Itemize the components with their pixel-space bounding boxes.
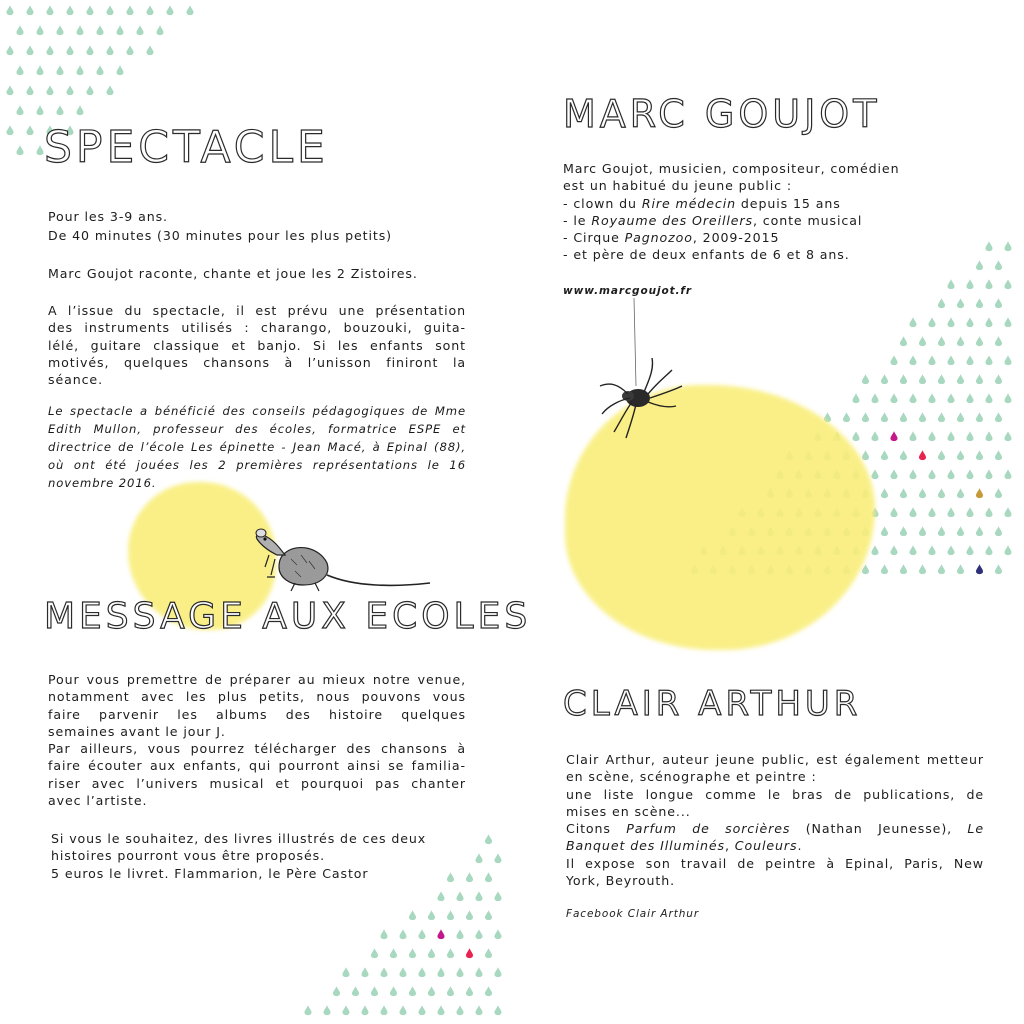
raindrop	[966, 507, 973, 517]
raindrop	[862, 564, 869, 574]
raindrop	[966, 355, 973, 365]
raindrop	[938, 298, 945, 308]
raindrop	[494, 929, 501, 939]
raindrop	[1004, 393, 1011, 403]
raindrop	[995, 374, 1002, 384]
raindrop	[900, 374, 907, 384]
raindrop	[126, 45, 133, 55]
raindrop	[890, 431, 897, 441]
raindrop	[909, 355, 916, 365]
raindrop	[985, 545, 992, 555]
raindrop	[304, 1005, 311, 1015]
marc-goujot-title: MARC GOUJOT	[563, 92, 881, 136]
raindrop	[361, 967, 368, 977]
raindrop	[985, 317, 992, 327]
raindrop	[26, 125, 33, 135]
bio-line: Il expose son travail de peintre à Epinal, Paris, New	[566, 855, 984, 871]
raindrop	[418, 1005, 425, 1015]
raindrop	[919, 488, 926, 498]
raindrop	[96, 25, 103, 35]
raindrop	[966, 393, 973, 403]
raindrop	[966, 545, 973, 555]
raindrop	[919, 412, 926, 422]
raindrop	[371, 948, 378, 958]
raindrop	[957, 412, 964, 422]
raindrop	[76, 105, 83, 115]
raindrop	[985, 241, 992, 251]
raindrop	[881, 450, 888, 460]
raindrop	[380, 929, 387, 939]
raindrop	[919, 336, 926, 346]
message-line: notamment avec les plus petits, nous pouvons vous	[48, 689, 466, 705]
raindrop	[928, 393, 935, 403]
raindrop	[106, 5, 113, 15]
raindrop	[976, 260, 983, 270]
raindrop	[26, 5, 33, 15]
raindrop	[66, 45, 73, 55]
raindrop	[900, 564, 907, 574]
raindrop	[995, 450, 1002, 460]
message-paragraph-3	[51, 830, 426, 882]
raindrop	[985, 507, 992, 517]
raindrop	[938, 564, 945, 574]
raindrop	[46, 5, 53, 15]
raindrop	[36, 65, 43, 75]
message-line: 5 euros le livret. Flammarion, le Père Castor	[51, 865, 369, 881]
raindrop	[957, 298, 964, 308]
raindrop	[928, 431, 935, 441]
raindrop	[66, 85, 73, 95]
raindrop	[995, 298, 1002, 308]
raindrop	[919, 526, 926, 536]
raindrop	[166, 5, 173, 15]
bio-line: - Cirque Pagnozoo, 2009-2015	[563, 230, 780, 246]
spectacle-duration: De 40 minutes (30 minutes pour les plus petits)	[48, 228, 392, 243]
raindrop	[957, 526, 964, 536]
raindrop	[900, 488, 907, 498]
clair-arthur-title: CLAIR ARTHUR	[563, 684, 862, 724]
raindrop	[843, 412, 850, 422]
raindrop	[881, 564, 888, 574]
raindrop	[399, 967, 406, 977]
raindrop	[957, 488, 964, 498]
raindrop	[456, 891, 463, 901]
raindrop	[995, 412, 1002, 422]
raindrop	[418, 929, 425, 939]
raindrop	[966, 431, 973, 441]
raindrop	[16, 145, 23, 155]
raindrop	[116, 25, 123, 35]
message-line: Pour vous premettre de préparer au mieux notre venue,	[48, 672, 466, 687]
marc-goujot-website-link[interactable]: www.marcgoujot.fr	[563, 285, 692, 297]
raindrop	[409, 986, 416, 996]
raindrop	[928, 469, 935, 479]
raindrop	[928, 317, 935, 327]
raindrop	[466, 986, 473, 996]
raindrop	[46, 45, 53, 55]
raindrop	[966, 317, 973, 327]
bio-line: Banquet des Illuminés, Couleurs.	[566, 838, 803, 854]
spectacle-title: SPECTACLE	[44, 122, 329, 173]
raindrop	[881, 374, 888, 384]
raindrop	[957, 450, 964, 460]
raindrop	[485, 834, 492, 844]
raindrop	[56, 65, 63, 75]
raindrop	[418, 967, 425, 977]
raindrop	[985, 469, 992, 479]
bio-line: Citons Parfum de sorcières (Nathan Jeunesse), Le	[566, 821, 984, 837]
raindrop	[871, 545, 878, 555]
raindrop	[86, 5, 93, 15]
raindrop	[947, 431, 954, 441]
raindrop	[995, 260, 1002, 270]
raindrop	[456, 1005, 463, 1015]
raindrop	[475, 1005, 482, 1015]
clair-arthur-bio	[566, 751, 984, 889]
raindrop	[862, 412, 869, 422]
raindrop	[976, 412, 983, 422]
raindrop	[1004, 317, 1011, 327]
raindrop	[136, 25, 143, 35]
bio-line: mises en scène...	[566, 803, 691, 819]
message-line: histoires pourront vous être proposés.	[51, 848, 325, 864]
rat-illustration	[245, 525, 435, 595]
raindrop	[447, 986, 454, 996]
spectacle-paragraph-line: des instruments utilisés : charango, bouzouki, guita-	[48, 320, 466, 336]
raindrop	[957, 336, 964, 346]
raindrop	[485, 986, 492, 996]
raindrop	[871, 393, 878, 403]
raindrop	[342, 967, 349, 977]
note-line: Le spectacle a bénéficié des conseils pédagogiques de Mme	[48, 404, 466, 418]
raindrop	[1004, 507, 1011, 517]
raindrop	[494, 967, 501, 977]
message-line: Si vous le souhaitez, des livres illustrés de ces deux	[51, 831, 427, 846]
message-line: Par ailleurs, vous pourrez télécharger des chansons à	[48, 741, 466, 757]
raindrop	[6, 45, 13, 55]
raindrop	[1004, 545, 1011, 555]
raindrop	[995, 564, 1002, 574]
raindrop	[342, 1005, 349, 1015]
bio-line: - et père de deux enfants de 6 et 8 ans.	[563, 247, 850, 263]
raindrop	[976, 336, 983, 346]
raindrop	[6, 85, 13, 95]
raindrop	[126, 5, 133, 15]
raindrop	[1004, 431, 1011, 441]
raindrop	[909, 317, 916, 327]
raindrop	[26, 85, 33, 95]
raindrop	[466, 910, 473, 920]
spectacle-note	[48, 402, 466, 492]
raindrop	[957, 374, 964, 384]
raindrop	[947, 469, 954, 479]
raindrop	[900, 450, 907, 460]
raindrop	[928, 355, 935, 365]
raindrop	[437, 929, 444, 939]
spider-illustration	[592, 298, 692, 443]
raindrop	[86, 85, 93, 95]
raindrop	[86, 45, 93, 55]
raindrop	[456, 929, 463, 939]
raindrop	[36, 105, 43, 115]
raindrop	[106, 45, 113, 55]
message-line: avec l’artiste.	[48, 793, 148, 809]
raindrop	[475, 853, 482, 863]
raindrop	[976, 526, 983, 536]
raindrop	[881, 526, 888, 536]
raindrop	[947, 355, 954, 365]
raindrop	[881, 488, 888, 498]
raindrop	[900, 336, 907, 346]
raindrop	[16, 65, 23, 75]
raindrop	[938, 450, 945, 460]
spectacle-paragraph-line: lélé, guitare classique et banjo. Si les enfants sont	[48, 337, 466, 353]
raindrop	[985, 393, 992, 403]
raindrop	[976, 488, 983, 498]
raindrop	[456, 967, 463, 977]
raindrop	[928, 545, 935, 555]
raindrop	[333, 986, 340, 996]
raindrop	[66, 5, 73, 15]
raindrop	[976, 374, 983, 384]
raindrop	[890, 469, 897, 479]
raindrop	[409, 948, 416, 958]
message-line: riser avec l’univers musical et pourquoi pas chanter	[48, 775, 466, 791]
raindrop	[919, 564, 926, 574]
raindrop	[938, 488, 945, 498]
raindrop	[437, 891, 444, 901]
raindrop	[76, 65, 83, 75]
raindrop	[1004, 355, 1011, 365]
raindrop	[947, 279, 954, 289]
raindrop	[466, 948, 473, 958]
raindrop	[156, 25, 163, 35]
raindrop	[909, 431, 916, 441]
raindrop	[96, 65, 103, 75]
raindrop	[56, 25, 63, 35]
raindrop	[106, 85, 113, 95]
raindrop	[862, 450, 869, 460]
spectacle-intro: Marc Goujot raconte, chante et joue les 2 Zistoires.	[48, 266, 418, 281]
message-line: semaines avant le jour J.	[48, 723, 226, 739]
bio-line: Clair Arthur, auteur jeune public, est également metteur	[566, 752, 984, 767]
raindrop	[1004, 469, 1011, 479]
raindrop	[447, 948, 454, 958]
raindrop	[947, 545, 954, 555]
raindrop	[928, 507, 935, 517]
raindrop	[6, 125, 13, 135]
raindrop	[371, 986, 378, 996]
raindrop	[995, 336, 1002, 346]
raindrop	[428, 948, 435, 958]
raindrop	[957, 564, 964, 574]
raindrop	[76, 25, 83, 35]
raindrop	[46, 85, 53, 95]
raindrop	[475, 891, 482, 901]
raindrop	[938, 526, 945, 536]
spectacle-paragraph-line: séance.	[48, 372, 103, 388]
raindrop	[186, 5, 193, 15]
raindrop	[985, 279, 992, 289]
bio-line: - le Royaume des Oreillers, conte musical	[563, 212, 863, 228]
raindrop	[56, 105, 63, 115]
raindrop	[485, 910, 492, 920]
raindrop	[995, 488, 1002, 498]
raindrop	[380, 1005, 387, 1015]
raindrop	[409, 910, 416, 920]
raindrop	[1004, 241, 1011, 251]
raindrop	[475, 929, 482, 939]
raindrop	[985, 431, 992, 441]
raindrop	[323, 1005, 330, 1015]
bio-line: est un habitué du jeune public :	[563, 178, 792, 194]
raindrop	[995, 526, 1002, 536]
raindrop	[447, 910, 454, 920]
bio-line: Marc Goujot, musicien, compositeur, comédien	[563, 161, 900, 176]
bio-line: en scène, scénographe et peintre :	[566, 769, 817, 785]
raindrop	[116, 65, 123, 75]
raindrop	[494, 1005, 501, 1015]
raindrop	[352, 986, 359, 996]
raindrop	[909, 507, 916, 517]
raindrop	[890, 393, 897, 403]
note-line: novembre 2016.	[48, 476, 157, 490]
raindrop	[390, 948, 397, 958]
raindrop	[6, 5, 13, 15]
raindrop	[485, 948, 492, 958]
raindrop	[16, 105, 23, 115]
raindrop	[390, 986, 397, 996]
raindrop	[976, 564, 983, 574]
raindrop	[862, 374, 869, 384]
raindrop	[909, 393, 916, 403]
raindrop	[947, 507, 954, 517]
raindrop	[890, 507, 897, 517]
raindrop	[966, 469, 973, 479]
raindrop	[26, 45, 33, 55]
raindrop	[437, 967, 444, 977]
raindrop	[947, 393, 954, 403]
spectacle-paragraph-line: motivés, quelques chansons à l’unisson finiront la	[48, 354, 466, 370]
bio-line: - clown du Rire médecin depuis 15 ans	[563, 195, 841, 211]
raindrop	[428, 986, 435, 996]
raindrop	[852, 393, 859, 403]
message-paragraph-1	[48, 671, 466, 809]
raindrop	[428, 910, 435, 920]
raindrop	[985, 355, 992, 365]
raindrop	[947, 317, 954, 327]
raindrop	[1004, 279, 1011, 289]
note-line: directrice de l’école Les épinette - Jean Macé, à Epinal (88),	[48, 440, 466, 454]
raindrop	[437, 1005, 444, 1015]
raindrop	[36, 25, 43, 35]
raindrop	[881, 412, 888, 422]
message-ecoles-title: MESSAGE AUX ECOLES	[44, 596, 532, 637]
bio-line: une liste longue comme le bras de publications, de	[566, 786, 984, 802]
spectacle-paragraph	[48, 302, 466, 388]
note-line: Edith Mullon, professeur des écoles, formatrice ESPE et	[48, 422, 466, 436]
raindrop	[938, 374, 945, 384]
bio-line: York, Beyrouth.	[566, 873, 676, 889]
note-line: où ont été jouées les 2 premières représentations le 16	[48, 458, 466, 472]
raindrop	[852, 431, 859, 441]
message-line: faire écouter aux enfants, qui pourront ainsi se familia-	[48, 758, 466, 774]
raindrop	[919, 450, 926, 460]
raindrop	[146, 45, 153, 55]
raindrop	[938, 336, 945, 346]
raindrop	[36, 145, 43, 155]
raindrop	[871, 469, 878, 479]
raindrop	[919, 374, 926, 384]
raindrop	[871, 431, 878, 441]
spectacle-paragraph-line: A l’issue du spectacle, il est prévu une présentation	[48, 303, 466, 318]
raindrop	[900, 412, 907, 422]
raindrop	[16, 25, 23, 35]
raindrop	[890, 545, 897, 555]
message-line: faire parvenir les albums des histoire quelques	[48, 706, 466, 722]
raindrop	[380, 967, 387, 977]
raindrop	[466, 872, 473, 882]
raindrop	[485, 872, 492, 882]
spectacle-ages: Pour les 3-9 ans.	[48, 209, 168, 224]
raindrop	[146, 5, 153, 15]
raindrop	[399, 1005, 406, 1015]
raindrop	[976, 298, 983, 308]
raindrop	[909, 469, 916, 479]
marc-goujot-bio	[563, 160, 899, 264]
raindrop	[494, 891, 501, 901]
raindrop	[900, 526, 907, 536]
raindrop	[361, 1005, 368, 1015]
raindrop	[938, 412, 945, 422]
raindrop	[399, 929, 406, 939]
raindrop	[447, 872, 454, 882]
raindrop	[475, 967, 482, 977]
raindrop	[494, 853, 501, 863]
raindrop	[909, 545, 916, 555]
raindrop	[890, 355, 897, 365]
raindrop	[966, 279, 973, 289]
clair-arthur-facebook-link[interactable]: Facebook Clair Arthur	[566, 908, 700, 920]
raindrop	[976, 450, 983, 460]
